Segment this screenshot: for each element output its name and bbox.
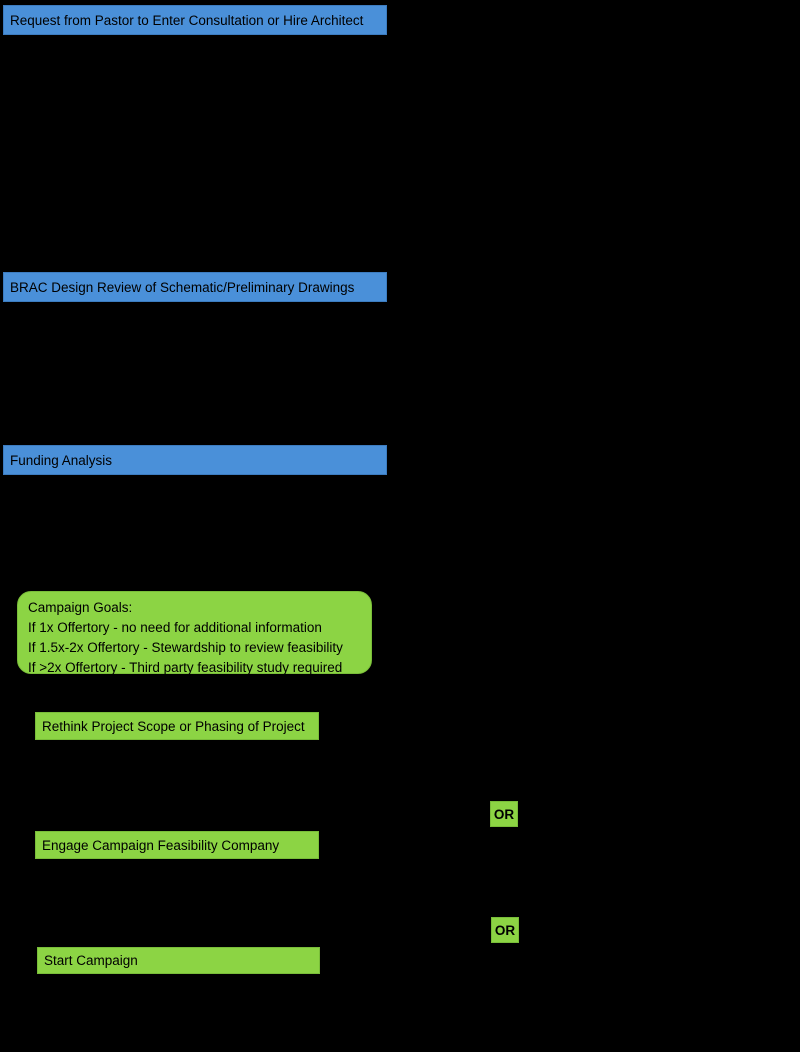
node-request-pastor[interactable] [3, 5, 387, 35]
node-rethink-scope-label: Rethink Project Scope or Phasing of Project [42, 718, 305, 734]
or-chip-1-label: OR [493, 806, 515, 822]
node-request-pastor-label: Request from Pastor to Enter Consultation or Hire Architect [10, 12, 364, 28]
node-funding-analysis-label: Funding Analysis [10, 452, 113, 468]
node-funding-analysis[interactable] [3, 445, 387, 475]
campaign-goals-line-2: If 1x Offertory - no need for additional information [28, 620, 322, 635]
node-rethink-scope[interactable] [35, 712, 319, 740]
node-brac-design-review[interactable] [3, 272, 387, 302]
campaign-goals-line-1: Campaign Goals: [28, 600, 133, 615]
node-campaign-goals[interactable] [17, 591, 372, 674]
or-chip-2 [491, 917, 519, 943]
campaign-goals-line-4: If >2x Offertory - Third party feasibility study required [28, 660, 343, 675]
or-chip-1 [490, 801, 518, 827]
or-chip-2-label: OR [494, 922, 516, 938]
node-brac-design-review-label: BRAC Design Review of Schematic/Preliminary Drawings [10, 279, 355, 295]
node-engage-feasibility[interactable] [35, 831, 319, 859]
node-start-campaign-label: Start Campaign [44, 953, 138, 968]
node-engage-feasibility-label: Engage Campaign Feasibility Company [42, 837, 280, 853]
node-start-campaign[interactable] [37, 947, 320, 974]
node-campaign-goals-text [28, 598, 361, 678]
campaign-goals-line-3: If 1.5x-2x Offertory - Stewardship to review feasibility [28, 640, 343, 655]
